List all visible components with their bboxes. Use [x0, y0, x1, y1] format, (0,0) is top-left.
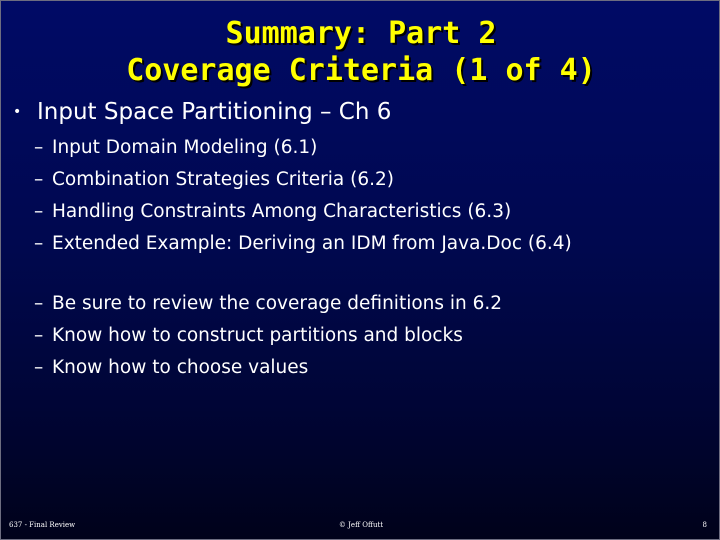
- subitem-list-topics: [34, 132, 572, 260]
- list-item: [34, 288, 502, 320]
- list-item-text: Be sure to review the coverage definitions in 6.2: [52, 293, 503, 314]
- subitem-list-review: [34, 288, 502, 384]
- list-item-text: Handling Constraints Among Characteristics (6.3): [52, 201, 512, 222]
- dash-marker: –: [34, 357, 44, 378]
- bullet-marker: •: [13, 104, 22, 120]
- dash-marker: –: [34, 293, 44, 314]
- list-item: [34, 196, 572, 228]
- list-item-text: Input Domain Modeling (6.1): [52, 137, 318, 158]
- title-line-2: Coverage Criteria (1 of 4): [126, 53, 596, 88]
- list-item: [34, 132, 572, 164]
- dash-marker: –: [34, 233, 44, 254]
- list-item: [34, 352, 502, 384]
- dash-marker: –: [34, 169, 44, 190]
- footer-page-number: 8: [702, 521, 707, 529]
- footer-copyright: © Jeff Offutt: [338, 521, 384, 529]
- list-item: [34, 228, 572, 260]
- list-item-text: Know how to construct partitions and blocks: [52, 325, 463, 346]
- footer-course: 637 - Final Review: [9, 521, 76, 529]
- list-item: [34, 320, 502, 352]
- dash-marker: –: [34, 325, 44, 346]
- list-item-text: Know how to choose values: [52, 357, 309, 378]
- list-item-text: Extended Example: Deriving an IDM from Java.Doc (6.4): [52, 233, 572, 254]
- list-item: [34, 164, 572, 196]
- slide-title: [1, 15, 720, 89]
- list-item-text: Combination Strategies Criteria (6.2): [52, 169, 394, 190]
- title-line-1: Summary: Part 2: [225, 16, 497, 51]
- dash-marker: –: [34, 137, 44, 158]
- main-bullet-text: Input Space Partitioning – Ch 6: [37, 99, 392, 125]
- main-bullet: [13, 96, 391, 128]
- dash-marker: –: [34, 201, 44, 222]
